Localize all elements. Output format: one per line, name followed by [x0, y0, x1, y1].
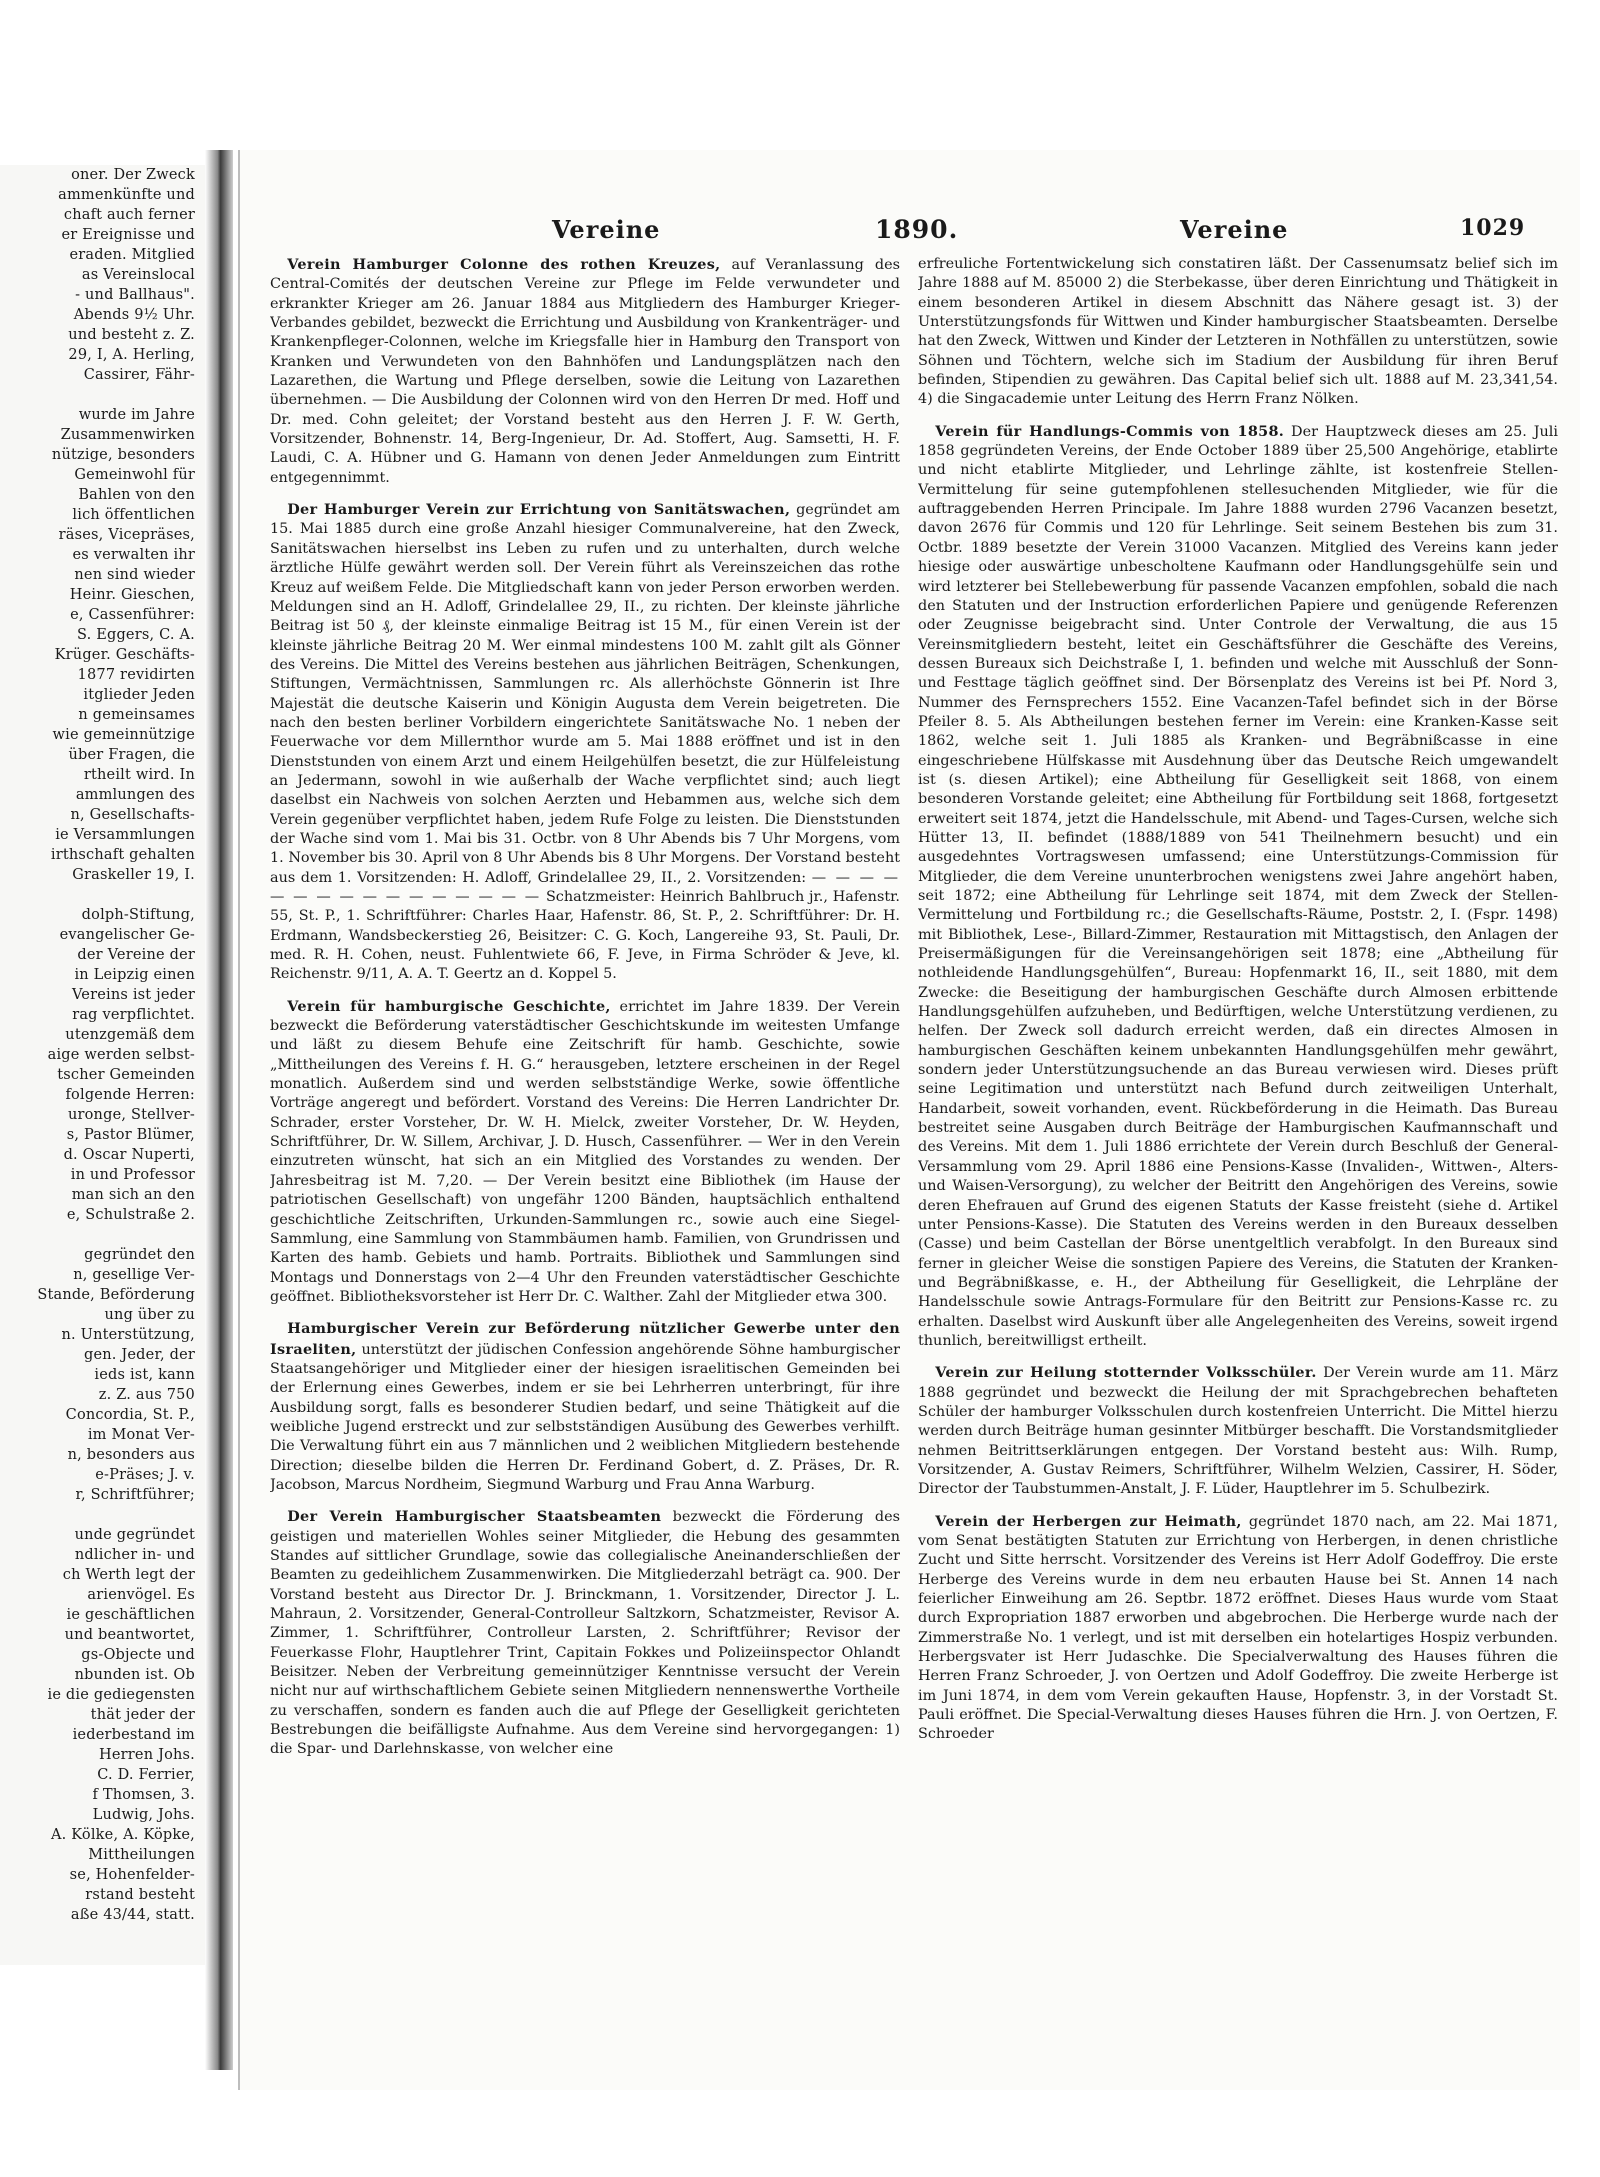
- facing-page-line: ieds ist, kann: [94, 1367, 195, 1383]
- facing-page-line: ch Werth legt der: [62, 1567, 195, 1583]
- facing-page-line: n. Unterstützung,: [61, 1327, 195, 1343]
- entry-body: Der Verein wurde am 11. März 1888 gegründet und bezweckt die Heilung der mit Sprachgebrechen behafteten Schüler der hamburger Volksschulen durch kostenfreien Unterricht. Die Mittel hierzu werden durch Beiträge human gesinnter Mitbürger beschafft. Die Vorstandsmitglieder nehmen Beitrittserklärungen entgegen. Der Vorstand besteht aus: Wilh. Rump, Vorsitzender, A. Gustav Reimers, Schriftführer, Wilhelm Welzien, Cassirer, H. Söder, Director der Taubstummen-Anstalt, J. F. Lüder, Hauptlehrer im 5. Schulbezirk.: [918, 1365, 1558, 1498]
- facing-page-line: Stande, Beförderung: [37, 1287, 195, 1303]
- entry-paragraph: [270, 1507, 900, 1759]
- facing-page-line: ndlicher in- und: [74, 1547, 195, 1563]
- entry-body: auf Veranlassung des Central-Comités der deutschen Vereine zur Pflege im Felde verwundeter und erkrankter Krieger am 26. Januar 1884 aus Mitgliedern des Hamburger Krieger-Verbandes gebildet, bezweckt die Errichtung und Ausbildung von Krankenträger- und Krankenpfleger-Colonnen, welche im Kriegsfalle hier in Hamburg den Transport von Kranken und Verwundeten von den Bahnhöfen und Landungsplätzen nach den Lazarethen, die Wartung und Pflege derselben, sowie die Leitung von Lazarethen übernehmen. — Die Ausbildung der Colonnen wird von den Herren Dr med. Hoff und Dr. med. Cohn geleitet; der Vorstand besteht aus den Herren J. F. W. Gerth, Vorsitzender, Bohnenstr. 14, Berg-Ingenieur, Dr. Ad. Stoffert, Aug. Samsetti, H. F. Laudi, C. A. Hübner und G. Hamann von denen Jeder Anmeldungen zum Eintritt entgegennimmt.: [270, 257, 900, 486]
- facing-page-line: - und Ballhaus".: [75, 287, 195, 303]
- facing-page-line: thät jeder der: [90, 1707, 195, 1723]
- facing-page-line: f Thomsen, 3.: [92, 1787, 195, 1803]
- facing-page-line: 29, I, A. Herling,: [68, 347, 195, 363]
- entry-body: erfreuliche Fortentwickelung sich constatiren läßt. Der Cassenumsatz belief sich im Jahre 1888 auf M. 85000 2) die Sterbekasse, über deren Einrichtung und Thätigkeit in einem besonderen Artikel in diesem Abschnitt das Nähere gesagt ist. 3) der Unterstützungsfonds für Wittwen und Kinder hamburgischer Staatsbeamten. Derselbe hat den Zweck, Wittwen und Kinder der Letzteren in Nothfällen zu unterstützen, sowie Söhnen und Töchtern, welche sich im Stadium der Ausbildung für ihren Beruf befinden, Stipendien zu gewähren. Das Capital belief sich ult. 1888 auf M. 23,341,54. 4) die Singacademie unter Leitung des Herrn Franz Nölken.: [918, 256, 1558, 408]
- facing-page-line: Ludwig, Johs.: [92, 1807, 195, 1823]
- facing-page-line: s, Pastor Blümer,: [66, 1127, 195, 1143]
- facing-page-line: unde gegründet: [74, 1527, 195, 1543]
- entry-staatsbeamten-continued: [918, 255, 1558, 410]
- facing-page-text: [0, 165, 205, 1925]
- facing-page-line: oner. Der Zweck: [71, 167, 195, 183]
- entry-sanitaetswachen: [270, 500, 900, 985]
- facing-page-line: aige werden selbst-: [47, 1047, 195, 1063]
- facing-page-line: e-Präses; J. v.: [95, 1467, 195, 1483]
- facing-page-line: e, Schulstraße 2.: [66, 1207, 195, 1223]
- facing-page-line: und beantwortet,: [64, 1627, 195, 1643]
- facing-page-line: nbunden ist. Ob: [74, 1667, 195, 1683]
- facing-page-line: nützige, besonders: [51, 447, 195, 463]
- facing-page-line: man sich an den: [71, 1187, 195, 1203]
- facing-page-line: n, besonders aus: [67, 1447, 195, 1463]
- facing-page-line: es verwalten ihr: [72, 547, 195, 563]
- facing-page-line: Graskeller 19, I.: [72, 867, 195, 883]
- entry-body: bezweckt die Förderung des geistigen und materiellen Wohles seiner Mitglieder, die Hebung des gesammten Standes auf sittlicher Grundlage, sowie das collegialische Aneinanderschließen der Beamten zu gedeihlichem Zusammenwirken. Die Mitgliederzahl beträgt ca. 900. Der Vorstand besteht aus Director Dr. J. Brinckmann, 1. Vorsitzender, Director J. L. Mahraun, 2. Vorsitzender, General-Controlleur Saltzkorn, Schatzmeister, Revisor A. Zimmer, 1. Schriftführer, Controlleur Larsten, 2. Schriftführer; Revisor der Feuerkasse Flohr, Hauptlehrer Trint, Capitain Fokkes und Polizeiinspector Ohlandt Beisitzer. Neben der Verbreitung gemeinnütziger Kenntnisse versucht der Verein nicht nur auf wirthschaftlichem Gebiete seinen Mitgliedern nennenswerthe Vortheile zu verschaffen, sondern es fanden auch die auf Pflege der Geselligkeit gerichteten Bestrebungen die beifälligste Aufnahme. Aus dem Vereine sind hervorgegangen: 1) die Spar- und Darlehnskasse, von welcher eine: [270, 1509, 900, 1758]
- entry-paragraph: [270, 500, 900, 985]
- entry-paragraph: [918, 1512, 1558, 1745]
- facing-page-line: 1877 revidirten: [77, 667, 195, 683]
- entry-paragraph: [918, 422, 1558, 1352]
- entry-body: gegründet 1870 nach, am 22. Mai 1871, vom Senat bestätigten Statuten zur Errichtung von Herbergen, in denen christliche Zucht und Sitte herrscht. Vorsitzender des Vereins ist Herr Adolf Godeffroy. Die erste Herberge des Vereins wurde in dem neu erbauten Hause bei St. Annen 14 nach feierlicher Einweihung am 26. Septbr. 1872 eröffnet. Dieses Haus wurde vom Staat durch Expropriation 1887 erworben und abgebrochen. Die Herberge wurde nach der Zimmerstraße No. 1 verlegt, und ist mit derselben ein hotelartiges Hospiz verbunden. Herbergsvater ist Herr Judaschke. Die Specialverwaltung des Hauses führen die Herren Franz Schroeder, J. von Oertzen und Adolf Godeffroy. Die zweite Herberge ist im Juni 1874, in dem vom Verein gekauften Hause, Hopfenstr. 3, in der Vorstadt St. Pauli eröffnet. Die Special-Verwaltung dieses Hauses führen die Hrn. J. von Oertzen, F. Schroeder: [918, 1513, 1558, 1743]
- header-section-left: Vereine: [552, 215, 661, 244]
- facing-page-line: der Vereine der: [77, 947, 195, 963]
- facing-page-line: rtheilt wird. In: [83, 767, 195, 783]
- facing-page-line: Herren Johs.: [99, 1747, 195, 1763]
- facing-page-line: ung über zu: [104, 1307, 195, 1323]
- entry-title: Der Verein Hamburgischer Staatsbeamten: [287, 1508, 662, 1526]
- entry-title: Verein für hamburgische Geschichte,: [287, 997, 611, 1015]
- facing-page-line: über Fragen, die: [68, 747, 195, 763]
- facing-page-line: as Vereinslocal: [81, 267, 195, 283]
- facing-page-line: wie gemeinnützige: [52, 727, 195, 743]
- facing-page-line: Vereins ist jeder: [71, 987, 195, 1003]
- facing-page-line: e, Cassenführer:: [70, 607, 195, 623]
- page-number: 1029: [1460, 215, 1526, 241]
- entry-body: errichtet im Jahre 1839. Der Verein bezweckt die Beförderung vaterstädtischer Geschichtskunde im weitesten Umfange und läßt zu diesem Behufe eine Zeitschrift für hamb. Geschichte, sowie „Mittheilungen des Vereins f. H. G.“ herausgeben, letztere erscheinen in der Regel monatlich. Außerdem sind und werden selbstständige Werke, sowie öffentliche Vorträge angeregt und befördert. Vorstand des Vereins: Die Herren Landrichter Dr. Schrader, erster Vorsteher, Dr. W. H. Mielck, zweiter Vorsteher, Dr. W. Heyden, Schriftführer, Dr. W. Sillem, Archivar, J. D. Husch, Cassenführer. — Wer in den Verein einzutreten wünscht, hat sich an ein Mitglied des Vorstandes zu wenden. Der Jahresbeitrag ist M. 7,20. — Der Verein besitzt eine Bibliothek (im Hause der patriotischen Gesellschaft) von ungefähr 1200 Bänden, hauptsächlich enthaltend geschichtliche Zeitschriften, Urkunden-Sammlungen rc., sowie auch eine Siegel-Sammlung, eine Sammlung von Stammbäumen hamb. Familien, von Grundrissen und Karten des hamb. Gebiets und hamb. Portraits. Bibliothek und Sammlungen sind Montags und Donnerstags von 2—4 Uhr den Freunden vaterstädtischer Geschichte geöffnet. Bibliotheksvorsteher ist Herr Dr. C. Walther. Zahl der Mitglieder etwa 300.: [270, 998, 900, 1305]
- facing-page-line: iederbestand im: [72, 1727, 195, 1743]
- facing-page-line: im Monat Ver-: [87, 1427, 195, 1443]
- facing-page-line: utenzgemäß dem: [65, 1027, 195, 1043]
- facing-page-line: chaft auch ferner: [63, 207, 195, 223]
- text-column-right: [918, 255, 1558, 2085]
- facing-page-line: irthschaft gehalten: [50, 847, 195, 863]
- facing-page-line: Gemeinwohl für: [74, 467, 195, 483]
- entry-rotes-kreuz: [270, 255, 900, 488]
- facing-page-line: lich öffentlichen: [72, 507, 195, 523]
- facing-page-line: ie die gediegensten: [47, 1687, 195, 1703]
- entry-body: Der Hauptzweck dieses am 25. Juli 1858 gegründeten Vereins, der Ende October 1889 über 25,500 Angehörige, etablirte und nicht etablirte Mitglieder, und Lehrlinge zählte, ist kostenfreie Stellen-Vermittelung für seine gutempfohlenen stellesuchenden Mitglieder, wie für die auftraggebenden Herren Principale. Im Jahre 1888 wurden 2796 Vacanzen besetzt, davon 2676 für Commis und 120 für Lehrlinge. Seit seinem Bestehen bis zum 31. Octbr. 1889 besetzte der Verein 31000 Vacanzen. Mitglied des Vereins kann jeder hiesige oder auswärtige unbescholtene Kaufmann oder Handlungsgehülfe sein und wird letzterer bei Stellebewerbung für passende Vacanzen empfohlen, sobald die nach den Statuten und der Instruction erforderlichen Papiere und genügende Referenzen oder Zeugnisse beigebracht sind. Unter Controle der Verwaltung, die aus 15 Vereinsmitgliedern besteht, leitet ein Geschäftsführer die Geschäfte des Vereins, dessen Bureaux sich Deichstraße I, 1. befinden und welche mit Ausschluß der Sonn- und Festtage täglich geöffnet sind. Der Börsenplatz des Vereins ist bei Pf. Nord 3, Nummer des Fernsprechers 1552. Eine Vacanzen-Tafel befindet sich in der Börse Pfeiler 8. 5. Als Abtheilungen bestehen ferner im Verein: eine Kranken-Kasse seit 1862, welche seit 1. Juli 1885 als Kranken- und Begräbnißcasse in eine eingeschriebene Hülfskasse mit Ausdehnung über das Deutsche Reich umgewandelt ist (s. diesen Artikel); eine Abtheilung für Geselligkeit seit 1868, von einem besonderen Vorstande geleitet; eine Abtheilung für Fortbildung seit 1868, fortgesetzt erweitert seit 1874, jetzt die Handelsschule, mit Abend- und Tages-Cursen, welche sich Hütter 13, II. befindet (1888/1889 von 541 Theilnehmern besucht) und ein ausgedehntes Vortragswesen umfassend; eine Unterstützungs-Commission für Mitglieder, die dem Vereine ununterbrochen wenigstens zwei Jahre angehört haben, seit 1872; eine Abtheilung für Lehrlinge seit 1874, mit dem Zweck der Stellen-Vermittelung und Fortbildung rc.; die Gesellschafts-Räume, Poststr. 2, I. (Fspr. 1498) mit Bibliothek, Lese-, Billard-Zimmer, Restauration mit Mittagstisch, den Anlagen der Preisermäßigungen für die Vereinsangehörigen seit 1878; eine „Abtheilung für nothleidende Handlungsgehülfen“, Bureau: Hopfenmarkt 16, II., seit 1880, mit dem Zwecke: die Beseitigung der hamburgischen Geschäfte durch Almosen erbittende Handlungsgehülfen aufzuheben, und Bedürftigen, welche Unterstützung verdienen, zu helfen. Der Zweck soll dadurch erreicht werden, daß ein directes Almosen in hamburgischen Geschäften keinem unbekannten Handlungsgehülfen mehr gewährt, sondern jeder Unterstützungsuchende an das Bureau verwiesen wird. Dieses prüft seine Legitimation und unterstützt nach Befund durch zeitweiligen Unterhalt, Handarbeit, soweit vorhanden, event. Rückbeförderung in die Heimath. Das Bureau bestreitet seine Ausgaben durch Beiträge der Hamburgischen Kaufmannschaft und des Vereins. Mit dem 1. Juli 1886 errichtete der Verein durch Beschluß der General-Versammlung vom 29. April 1886 eine Pensions-Kasse (Invaliden-, Wittwen-, Alters- und Waisen-Versorgung), zu welcher der Beitritt den Angehörigen des Vereins, sowie deren Ehefrauen auf Grund des eigenen Statuts der Kasse freisteht (siehe d. Artikel unter Pensions-Kasse). Die Statuten des Vereins werden in den Bureaux desselben (Casse) und beim Castellan der Börse unentgeltlich verabfolgt. In den Bureaux sind ferner in gleicher Weise die sonstigen Papiere des Vereins, die Statuten der Kranken- und Begräbnißkasse, e. H., der Abtheilung für Geselligkeit, die Lehrpläne der Handelsschule sowie Antrags-Formulare für den Beitritt zur Pensions-Kasse rc. zu erhalten. Daselbst wird Auskunft über alle Angelegenheiten des Vereins, soweit irgend thunlich, bereitwilligst ertheilt.: [918, 423, 1558, 1349]
- entry-stotternde-volksschueler: [918, 1363, 1558, 1499]
- facing-page-line: n, Gesellschafts-: [70, 807, 195, 823]
- facing-page-line: in und Professor: [70, 1167, 195, 1183]
- entry-herbergen-heimath: [918, 1512, 1558, 1745]
- facing-page-line: itglieder Jeden: [83, 687, 195, 703]
- facing-page-line: rstand besteht: [85, 1887, 195, 1903]
- facing-page-line: tscher Gemeinden: [57, 1067, 195, 1083]
- facing-page-line: uronge, Stellver-: [67, 1107, 195, 1123]
- header-section-right: Vereine: [1180, 215, 1289, 244]
- entry-title: Der Hamburger Verein zur Errichtung von Sanitätswachen,: [287, 501, 791, 519]
- facing-page-line: räses, Vicepräses,: [58, 527, 195, 543]
- entry-title: Verein Hamburger Colonne des rothen Kreuzes,: [287, 256, 721, 273]
- facing-page-line: Concordia, St. P.,: [65, 1407, 195, 1423]
- facing-page-line: evangelischer Ge-: [59, 927, 195, 943]
- facing-page-line: folgende Herren:: [65, 1087, 195, 1103]
- facing-page-fragment: [0, 165, 205, 1965]
- entry-israeliten-gewerbe: [270, 1319, 900, 1495]
- facing-page-line: n, gesellige Ver-: [73, 1267, 195, 1283]
- facing-page-line: r, Schriftführer;: [75, 1487, 195, 1503]
- facing-page-line: in Leipzig einen: [74, 967, 195, 983]
- entry-body: gegründet am 15. Mai 1885 durch eine große Anzahl hiesiger Communalvereine, hat den Zweck, Sanitätswachen hierselbst ins Leben zu rufen und zu unterhalten, durch welche ärztliche Hülfe gewährt werden soll. Der Verein führt als Vereinszeichen das rothe Kreuz auf weißem Felde. Die Mitgliedschaft kann von jeder Person erworben werden. Meldungen sind an H. Adloff, Grindelallee 29, II., zu richten. Der kleinste jährliche Beitrag ist 50 ₰, der kleinste einmalige Beitrag ist 15 M., für einen Verein ist der kleinste jährliche Beitrag 20 M. Wer einmal mindestens 100 M. zahlt gilt als Gönner des Vereins. Die Mittel des Vereins bestehen aus jährlichen Beiträgen, Schenkungen, Stiftungen, Vermächtnissen, Sammlungen rc. Als allerhöchste Gönnerin ist Ihre Majestät die deutsche Kaiserin und Königin Augusta dem Verein beigetreten. Die nach den besten berliner Vorbildern eingerichtete Sanitätswache No. 1 neben der Feuerwache vor dem Millernthor wurde am 5. Mai 1888 eröffnet und ist in den Dienststunden von einem Arzt und einem Heilgehülfen besetzt, die zur Hülfeleistung an Jedermann, sowohl in wie außerhalb der Wache verpflichtet sind; auch liegt daselbst ein Nachweis von solchen Aerzten und Hebammen aus, welche sich dem Verein gegenüber verpflichtet haben, jedem Rufe Folge zu leisten. Die Dienststunden der Wache sind vom 1. Mai bis 31. Octbr. von 8 Uhr Abends bis 7 Uhr Morgens, vom 1. November bis 30. April von 8 Uhr Abends bis 8 Uhr Morgens. Der Vorstand besteht aus dem 1. Vorsitzenden: H. Adloff, Grindelallee 29, II., 2. Vorsitzenden:: [270, 502, 900, 886]
- running-header: [240, 215, 1580, 255]
- entry-handlungs-commis: [918, 422, 1558, 1352]
- facing-page-line: gs-Objecte und: [81, 1647, 195, 1663]
- entry-body: unterstützt der jüdischen Confession angehörende Söhne hamburgischer Staatsangehöriger und Mitglieder einer der hiesigen israelitischen Gemeinden bei der Erlernung eines Gewerbes, indem er sie bei Lehrherren unterbringt, für ihre Ausbildung sorgt, falls es besonderer Studien bedarf, und seine Thätigkeit auf die weibliche Jugend erstreckt und zur selbstständigen Ausübung des Gewerbes verhilft. Die Verwaltung führt ein aus 7 männlichen und 2 weiblichen Mitgliedern bestehende Direction; dieselbe bilden die Herren Dr. Ferdinand Gobert, d. Z. Präses, Dr. R. Jacobson, Marcus Nordheim, Siegmund Warburg und Frau Anna Warburg.: [270, 1341, 900, 1493]
- entry-title: Verein der Herbergen zur Heimath,: [935, 1512, 1242, 1530]
- facing-page-line: ammlungen des: [75, 787, 195, 803]
- facing-page-line: C. D. Ferrier,: [97, 1767, 195, 1783]
- facing-page-line: gegründet den: [84, 1247, 195, 1263]
- entry-title: Hamburgischer Verein zur Beförderung nützlicher Gewerbe unter den Israeliten,: [270, 1320, 900, 1358]
- facing-page-line: ie Versammlungen: [55, 827, 195, 843]
- facing-page-line: er Ereignisse und: [61, 227, 195, 243]
- entry-title: Verein für Handlungs-Commis von 1858.: [935, 422, 1285, 440]
- entry-paragraph: [270, 255, 900, 488]
- facing-page-line: gen. Jeder, der: [83, 1347, 195, 1363]
- entry-body-continued: Schatzmeister: Heinrich Bahlbruch jr., Hafenstr. 55, St. P., 1. Schriftführer: Charles Haar, Hafenstr. 86, St. P., 2. Schriftführer: Dr. H. Erdmann, Wandsbeckerstieg 26, Beisitzer: C. G. Koch, Langereihe 93, St. Pauli, Dr. med. R. H. Cohen, neust. Fuhlentwiete 66, F. Jeve, in Firma Schröder & Jeve, kl. Reichenstr. 9/11, A. A. T. Geertz an d. Koppel 5.: [270, 889, 900, 983]
- facing-page-line: [0, 1505, 205, 1525]
- facing-page-line: und besteht z. Z.: [68, 327, 195, 343]
- facing-page-line: ammenkünfte und: [58, 187, 195, 203]
- facing-page-line: [0, 885, 205, 905]
- facing-page-line: d. Oscar Nuperti,: [63, 1147, 195, 1163]
- book-page: [238, 150, 1580, 2090]
- entry-dashes: — — — — — — — — — — — — — — — —: [270, 869, 900, 905]
- facing-page-line: aße 43/44, statt.: [70, 1907, 195, 1923]
- entry-paragraph: [270, 1319, 900, 1495]
- facing-page-line: [0, 1225, 205, 1245]
- facing-page-line: wurde im Jahre: [78, 407, 195, 423]
- facing-page-line: Heinr. Gieschen,: [69, 587, 195, 603]
- facing-page-line: n gemeinsames: [78, 707, 195, 723]
- facing-page-line: Cassirer, Fähr-: [83, 367, 195, 383]
- facing-page-line: Zusammenwirken: [60, 427, 195, 443]
- facing-page-line: Krüger. Geschäfts-: [54, 647, 195, 663]
- facing-page-line: z. Z. aus 750: [98, 1387, 195, 1403]
- entry-staatsbeamten: [270, 1507, 900, 1759]
- facing-page-line: eraden. Mitglied: [69, 247, 195, 263]
- entry-paragraph: [270, 997, 900, 1308]
- facing-page-line: Bahlen von den: [78, 487, 195, 503]
- facing-page-line: nen sind wieder: [74, 567, 195, 583]
- facing-page-line: S. Eggers, C. A.: [76, 627, 195, 643]
- facing-page-line: ie geschäftlichen: [66, 1607, 195, 1623]
- entry-paragraph: [918, 1363, 1558, 1499]
- facing-page-line: se, Hohenfelder-: [69, 1867, 195, 1883]
- facing-page-line: Abends 9½ Uhr.: [73, 307, 195, 323]
- facing-page-line: dolph-Stiftung,: [81, 907, 195, 923]
- entry-paragraph: [918, 255, 1558, 410]
- entry-title: Verein zur Heilung stotternder Volksschüler.: [935, 1364, 1317, 1382]
- header-year: 1890.: [875, 215, 959, 244]
- facing-page-line: Mittheilungen: [88, 1847, 195, 1863]
- facing-page-line: rag verpflichtet.: [72, 1007, 195, 1023]
- entry-hamburgische-geschichte: [270, 997, 900, 1308]
- facing-page-line: A. Kölke, A. Köpke,: [50, 1827, 195, 1843]
- facing-page-line: [0, 385, 205, 405]
- facing-page-line: arienvögel. Es: [87, 1587, 195, 1603]
- text-column-left: [270, 255, 900, 2085]
- book-gutter: [205, 150, 233, 2070]
